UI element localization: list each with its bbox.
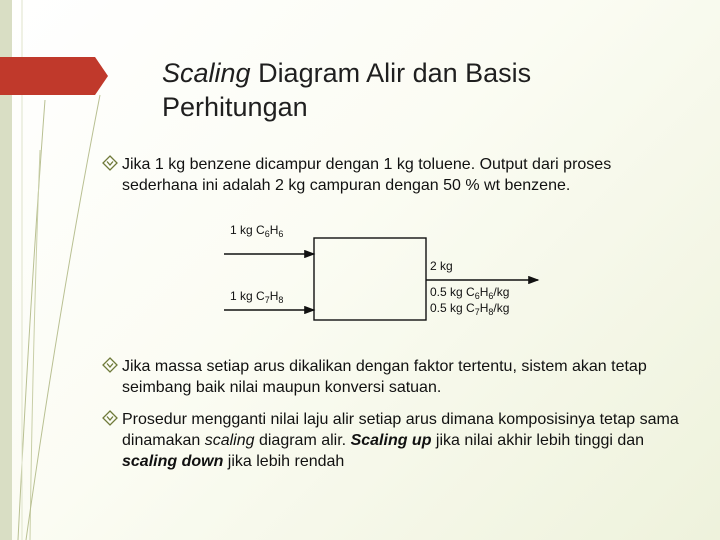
flow-diagram bbox=[220, 218, 540, 330]
title-rest: Diagram Alir dan Basis Perhitungan bbox=[162, 58, 532, 122]
output-total-label: 2 kg bbox=[430, 259, 453, 273]
title-accent-arrow bbox=[0, 57, 108, 95]
bullet-3-part-2: diagram alir. bbox=[254, 432, 351, 449]
bullet-3-part-4: jika lebih rendah bbox=[223, 453, 345, 470]
bullet-3-part-3: jika nilai akhir lebih tinggi dan bbox=[431, 432, 645, 449]
bullet-3-part-1: Prosedur mengganti nilai laju alir setiap arus dimana komposisinya tetap sama dinamakan bbox=[122, 411, 679, 449]
output-label-toluene: 0.5 kg $C_7H_8/kg$ bbox=[430, 301, 510, 317]
term-scaling: scaling bbox=[204, 432, 255, 449]
bullet-3-text bbox=[122, 409, 682, 472]
term-scaling-up: Scaling up bbox=[350, 432, 432, 449]
bullet-1-text: Jika 1 kg benzene dicampur dengan 1 kg toluene. Output dari proses sederhana ini adalah 2 kg campuran dengan 50 % wt benzene. bbox=[122, 156, 612, 194]
input-label-toluene: 1 kg $C_7H_8$ bbox=[230, 289, 284, 305]
title-italic-part: Scaling bbox=[162, 58, 251, 88]
input-label-benzene: 1 kg $C_6H_6$ bbox=[230, 223, 284, 239]
term-scaling-down: scaling down bbox=[122, 453, 224, 470]
output-label-benzene: 0.5 kg $C_6H_6/kg$ bbox=[430, 285, 510, 301]
bullet-2-text: Jika massa setiap arus dikalikan dengan faktor tertentu, sistem akan tetap seimbang baik nilai maupun konversi satuan. bbox=[122, 358, 647, 396]
slide-title bbox=[162, 56, 682, 124]
process-box bbox=[314, 238, 426, 320]
diamond-arrow-icon bbox=[102, 357, 118, 373]
diamond-arrow-icon bbox=[102, 155, 118, 171]
diamond-arrow-icon bbox=[102, 410, 118, 426]
